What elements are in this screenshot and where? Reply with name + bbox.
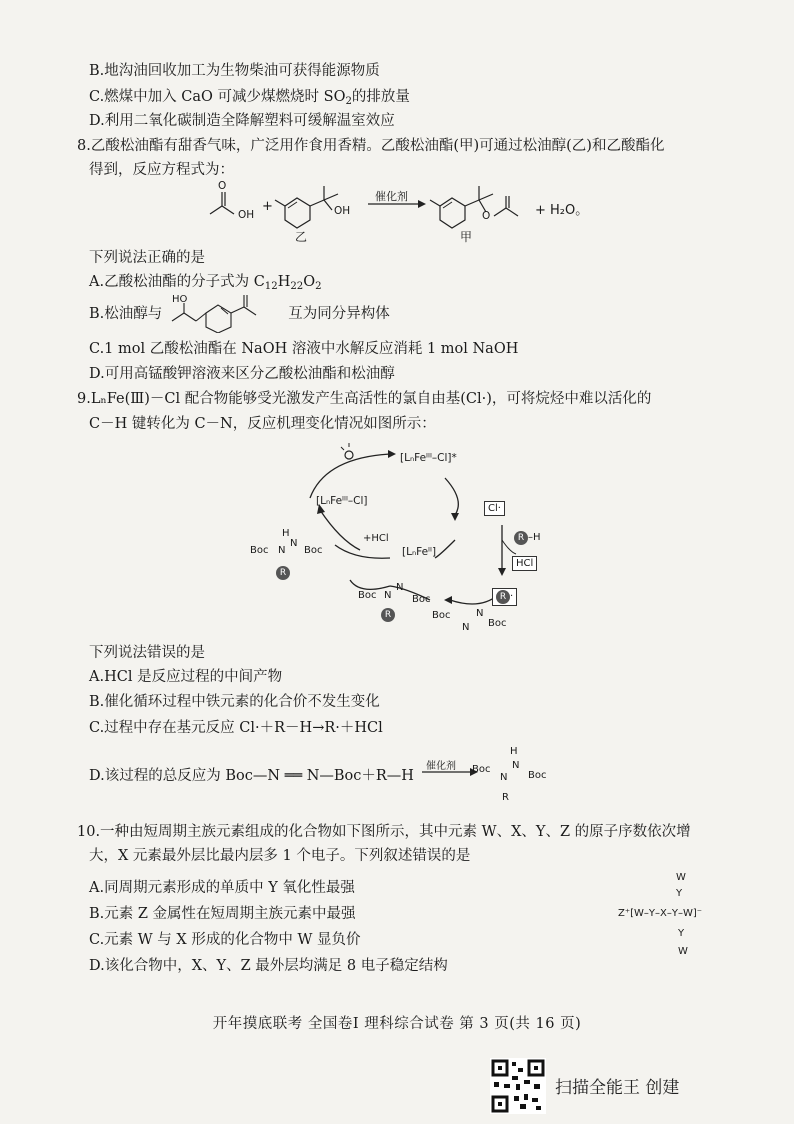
hcl-out: HCl: [512, 556, 537, 571]
q8-option-d: D.可用高锰酸钾溶液来区分乙酸松油酯和松油醇: [89, 366, 395, 382]
struct-bottom-y: Y: [678, 928, 685, 939]
r-radical: R ·: [492, 588, 517, 606]
q10-option-d: D.该化合物中，X、Y、Z 最外层均满足 8 电子稳定结构: [89, 958, 448, 974]
catalyst-label: 催化剂: [375, 190, 408, 203]
excited-complex: [LₙFeᴵᴵᴵ–Cl]*: [400, 452, 457, 464]
optd-boc-left: Boc: [472, 764, 491, 775]
product-n2: N: [290, 538, 298, 549]
q8-option-b: B.松油醇与 互为同分异构体: [89, 306, 390, 322]
q7-option-c: C.燃煤中加入 CaO 可减少煤燃烧时 $SO_2$的排放量: [89, 89, 410, 107]
q9-stem-line2: C－H 键转化为 C－N，反应机理变化情况如图所示：: [89, 416, 436, 432]
optb-ho-label: HO: [172, 294, 188, 305]
q10-option-b: B.元素 Z 金属性在短周期主族元素中最强: [89, 906, 356, 922]
radical-r: R: [381, 608, 395, 622]
q8-stem-line1: 8.乙酸松油酯有甜香气味，广泛用作食用香精。乙酸松油酯(甲)可通过松油醇(乙)和乙酸酯化: [77, 138, 665, 154]
azo-n1: N: [462, 622, 470, 633]
q9-option-a: A.HCl 是反应过程的中间产物: [89, 669, 283, 685]
q9-question: 下列说法错误的是: [89, 645, 205, 661]
optd-boc-right: Boc: [528, 770, 547, 781]
product-n1: N: [278, 545, 286, 556]
radical-boc-right: Boc: [412, 594, 431, 605]
azo-n2: N: [476, 608, 484, 619]
struct-top-w: W: [676, 872, 686, 883]
rh-substrate: R –H: [514, 531, 541, 545]
label-jia: 甲: [460, 230, 473, 244]
q9-option-c: C.过程中存在基元反应 Cl·＋R－H→R·＋HCl: [89, 720, 383, 736]
water-product: + H₂O。: [535, 203, 589, 218]
q10-option-a: A.同周期元素形成的单质中 Y 氧化性最强: [89, 880, 355, 896]
product-r: R: [276, 566, 290, 580]
azo-boc-left: Boc: [432, 610, 451, 621]
struct-bottom-w: W: [678, 946, 688, 957]
q8-option-a: A.乙酸松油酯的分子式为 $C_{12}H_{22}O_2$: [89, 274, 322, 292]
radical-n1: N: [384, 590, 392, 601]
optd-n2: N: [512, 760, 520, 771]
q9-option-d: D.该过程的总反应为 Boc—N ══ N—Boc＋R—H: [89, 768, 414, 784]
qr-code-icon: [490, 1058, 546, 1114]
page-footer: 开年摸底联考 全国卷Ⅰ 理科综合试卷 第 3 页(共 16 页): [212, 1016, 582, 1032]
scanner-watermark: 扫描全能王 创建: [555, 1078, 680, 1098]
acid-oh-label: OH: [238, 209, 255, 221]
ground-complex: [LₙFeᴵᴵᴵ–Cl]: [316, 495, 368, 507]
radical-boc-left: Boc: [358, 590, 377, 601]
product-h: H: [282, 528, 290, 539]
struct-top-y: Y: [676, 888, 683, 899]
cl-radical: Cl·: [484, 501, 505, 516]
acid-carbonyl-o: O: [218, 180, 227, 192]
radical-n2: N: [396, 582, 404, 593]
azo-boc-right: Boc: [488, 618, 507, 629]
fe2-complex: [LₙFeᴵᴵ]: [402, 546, 437, 558]
q9-stem-line1: 9.LₙFe(Ⅲ)－Cl 配合物能够受光激发产生高活性的氯自由基(Cl·)，可将烷烃中难以活化的: [77, 391, 652, 407]
label-yi: 乙: [295, 230, 308, 244]
plus-sign: +: [262, 199, 273, 214]
optd-catalyst: 催化剂: [426, 761, 456, 772]
q8-option-c: C.1 mol 乙酸松油酯在 NaOH 溶液中水解反应消耗 1 mol NaOH: [89, 341, 519, 357]
q7-option-d: D.利用二氧化碳制造全降解塑料可缓解温室效应: [89, 113, 395, 129]
plus-hcl-label: +HCl: [363, 533, 389, 544]
ester-o-label: O: [482, 210, 491, 222]
q10-stem-line2: 大，X 元素最外层比最内层多 1 个电子。下列叙述错误的是: [89, 848, 471, 864]
optd-h: H: [510, 746, 518, 757]
q9-option-b: B.催化循环过程中铁元素的化合价不发生变化: [89, 694, 380, 710]
q10-stem-line1: 10.一种由短周期主族元素组成的化合物如下图所示，其中元素 W、X、Y、Z 的原子序数依次增: [77, 824, 691, 840]
product-boc-right: Boc: [304, 545, 323, 556]
optd-n1: N: [500, 772, 508, 783]
product-boc-left: Boc: [250, 545, 269, 556]
q8-stem-line2: 得到，反应方程式为：: [89, 162, 234, 178]
optd-r: R: [502, 792, 509, 803]
q7-option-b: B.地沟油回收加工为生物柴油可获得能源物质: [89, 63, 380, 79]
q8-question: 下列说法正确的是: [89, 250, 205, 266]
struct-main: Z⁺[W–Y–X–Y–W]⁻: [618, 908, 703, 919]
q10-option-c: C.元素 W 与 X 形成的化合物中 W 显负价: [89, 932, 361, 948]
terpineol-oh-label: OH: [334, 205, 351, 217]
